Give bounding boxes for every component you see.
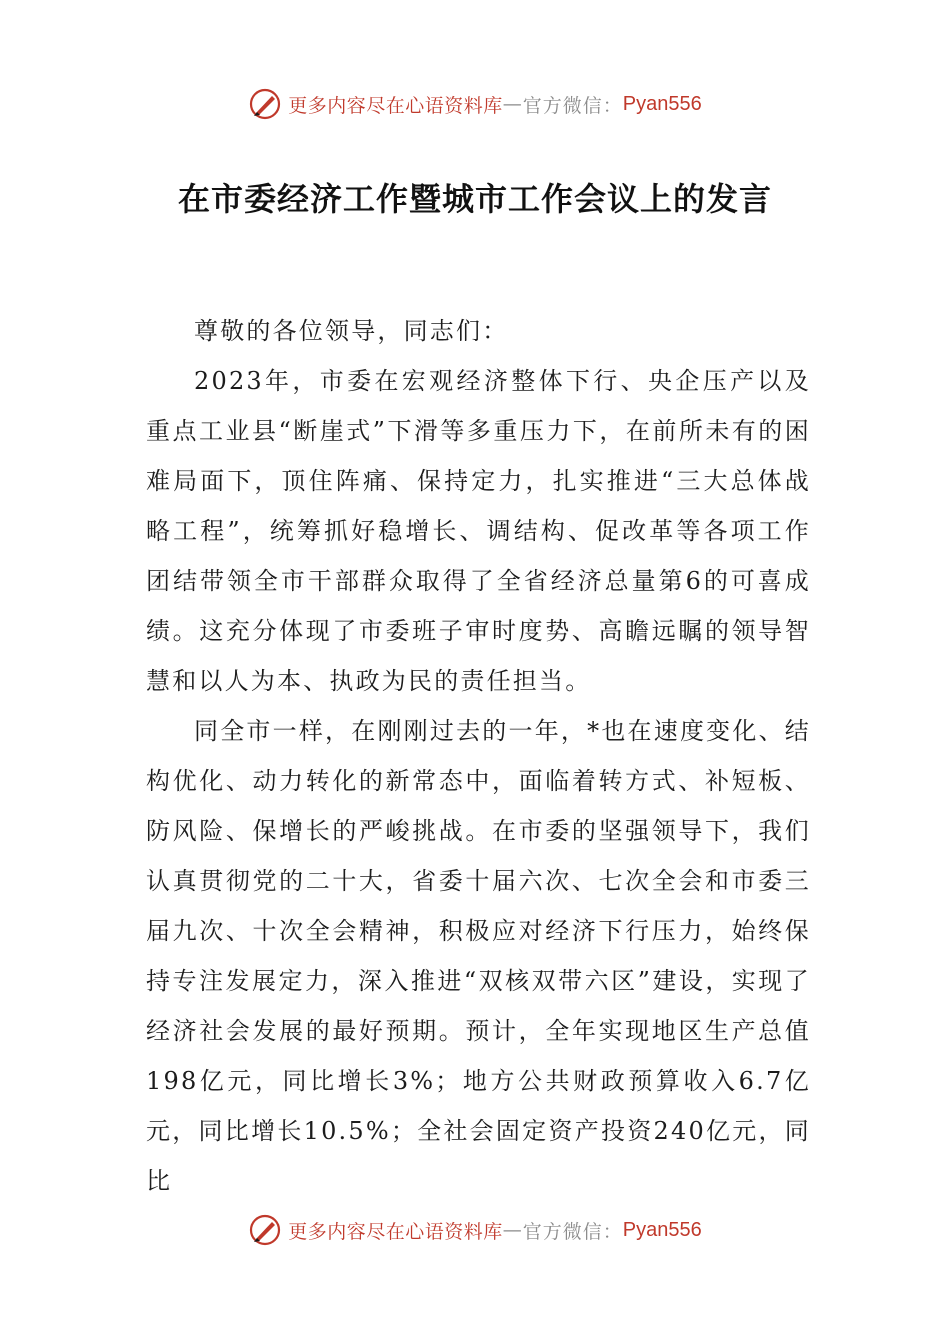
salutation-paragraph: 尊敬的各位领导，同志们： <box>194 317 509 345</box>
pen-logo-icon <box>248 87 282 121</box>
footer-watermark-banner <box>0 1210 950 1250</box>
watermark-dash: — <box>502 93 523 115</box>
watermark-dash: — <box>502 1219 523 1241</box>
body-paragraph: 2023年，市委在宏观经济整体下行、央企压产以及重点工业县“断崖式”下滑等多重压力下，在前所未有的困难局面下，顶住阵痛、保持定力，扎实推进“三大总体战略工程”，统筹抓好稳增长、调结构、促改革等各项工作团结带领全市干部群众取得了全省经济总量第6的可喜成绩。这充分体现了市委班子审时度势、高瞻远瞩的领导智慧和以人为本、执政为民的责任担当。 <box>146 367 811 695</box>
header-watermark-banner <box>0 84 950 124</box>
body-paragraph: 同全市一样，在刚刚过去的一年，*也在速度变化、结构优化、动力转化的新常态中，面临着转方式、补短板、防风险、保增长的严峻挑战。在市委的坚强领导下，我们认真贯彻党的二十大，省委十届六次、七次全会和市委三届九次、十次全会精神，积极应对经济下行压力，始终保持专注发展定力，深入推进“双核双带六区”建设，实现了经济社会发展的最好预期。预计，全年实现地区生产总值198亿元，同比增长3%；地方公共财政预算收入6.7亿元，同比增长10.5%；全社会固定资产投资240亿元，同比 <box>146 717 811 1195</box>
watermark-wechat-id: Pyan556 <box>622 92 702 115</box>
document-title: 在市委经济工作暨城市工作会议上的发言 <box>177 180 772 218</box>
watermark-wechat-id: Pyan556 <box>622 1218 702 1241</box>
pen-logo-icon <box>248 1213 282 1247</box>
watermark-official-label: 官方微信： <box>522 94 623 117</box>
document-body <box>146 306 811 1206</box>
watermark-main-text: 更多内容尽在心语资料库 <box>288 1220 503 1243</box>
watermark-main-text: 更多内容尽在心语资料库 <box>288 94 503 117</box>
watermark-official-label: 官方微信： <box>522 1220 623 1243</box>
